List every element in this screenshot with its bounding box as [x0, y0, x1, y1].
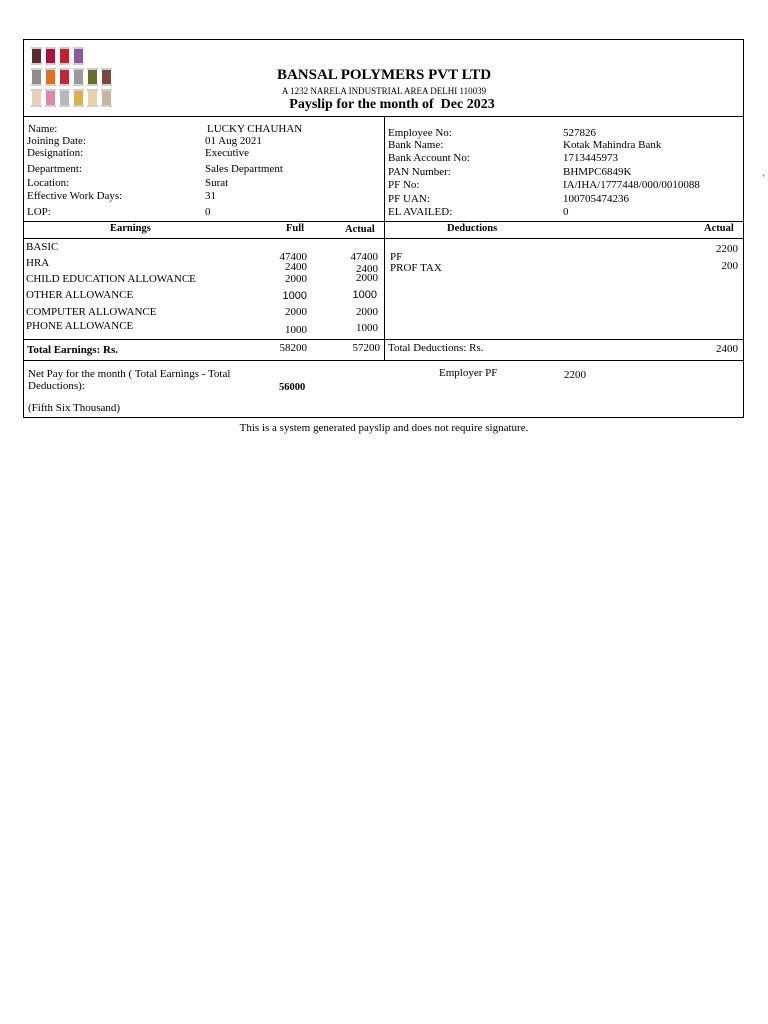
- info-label: PAN Number:: [388, 166, 451, 178]
- info-label: PF UAN:: [388, 193, 430, 205]
- net-pay-in-words: (Fifth Six Thousand): [28, 402, 121, 414]
- earnings-header: Earnings: [110, 223, 151, 234]
- actual-header: Actual: [345, 224, 375, 235]
- info-label: Department:: [27, 163, 82, 175]
- info-label: LOP:: [27, 206, 51, 218]
- total-earnings-label: Total Earnings: Rs.: [27, 344, 118, 356]
- info-label: Employee No:: [388, 127, 452, 139]
- info-label: PF No:: [388, 179, 420, 191]
- earning-full: 2400: [285, 261, 307, 273]
- earning-name: BASIC: [26, 241, 59, 253]
- info-label: Bank Name:: [388, 139, 444, 151]
- earning-full: 1000: [285, 324, 307, 336]
- info-label: Bank Account No:: [388, 152, 470, 164]
- deduction-name: PROF TAX: [390, 262, 442, 274]
- earning-name: CHILD EDUCATION ALLOWANCE: [26, 273, 196, 285]
- info-value: 527826: [563, 127, 596, 139]
- earning-full: 2000: [285, 306, 307, 318]
- deductions-header: Deductions: [447, 223, 498, 234]
- earning-name: COMPUTER ALLOWANCE: [26, 306, 157, 318]
- info-value: BHMPC6849K: [563, 166, 632, 178]
- info-value: IA/IHA/1777448/000/0010088: [563, 179, 700, 191]
- earning-name: PHONE ALLOWANCE: [26, 320, 134, 332]
- info-value: 1713445973: [563, 152, 618, 164]
- earning-full: 1000: [282, 290, 307, 302]
- info-label: Location:: [27, 177, 70, 189]
- earning-actual: 1000: [352, 289, 377, 301]
- info-value: 0: [563, 206, 569, 218]
- employer-pf-value: 2200: [564, 369, 586, 381]
- footer-note: This is a system generated payslip and does not require signature.: [239, 422, 529, 434]
- deduction-actual: 2200: [716, 243, 738, 255]
- info-value: Surat: [205, 177, 229, 189]
- info-label: Joining Date:: [27, 135, 86, 147]
- net-pay-label-line1: Net Pay for the month ( Total Earnings - Total: [28, 368, 231, 380]
- total-deductions-label: Total Deductions: Rs.: [388, 342, 484, 354]
- info-label: EL AVAILED:: [388, 206, 453, 218]
- earning-actual: 2000: [356, 272, 378, 284]
- full-header: Full: [286, 223, 305, 234]
- total-earnings-actual: 57200: [352, 342, 380, 354]
- info-value: Executive: [205, 147, 249, 159]
- center-divider: [384, 116, 385, 360]
- info-label: Effective Work Days:: [27, 190, 123, 202]
- payslip-title: Payslip for the month of Dec 2023: [289, 97, 495, 112]
- earning-actual: 1000: [356, 322, 378, 334]
- deduction-name: PF: [390, 251, 403, 263]
- earning-actual: 47400: [350, 251, 378, 263]
- earning-full: 2000: [285, 273, 307, 285]
- info-value: Sales Department: [205, 163, 283, 175]
- earning-actual: 2000: [356, 306, 378, 318]
- company-name: BANSAL POLYMERS PVT LTD: [276, 67, 492, 83]
- total-deductions-actual: 2400: [716, 343, 738, 355]
- net-pay-label-line2: Deductions):: [28, 380, 85, 392]
- stray-mark: ': [763, 173, 765, 183]
- deductions-actual-header: Actual: [704, 223, 734, 234]
- info-value: Kotak Mahindra Bank: [563, 139, 662, 151]
- earning-full: 47400: [279, 251, 307, 263]
- employer-pf-label: Employer PF: [439, 367, 498, 379]
- info-value: 31: [205, 190, 216, 202]
- info-label: Name:: [28, 123, 58, 135]
- info-value: 01 Aug 2021: [205, 135, 262, 147]
- earning-name: OTHER ALLOWANCE: [26, 289, 134, 301]
- earning-name: HRA: [26, 257, 50, 269]
- deduction-actual: 200: [721, 260, 738, 272]
- info-value: 0: [205, 206, 211, 218]
- earning-actual: 2400: [356, 263, 378, 275]
- net-pay-amount: 56000: [279, 382, 306, 393]
- company-address: A 1232 NARELA INDUSTRIAL AREA DELHI 110039: [281, 86, 487, 96]
- info-label: Designation:: [27, 147, 84, 159]
- totals-divider: [23, 360, 744, 361]
- total-earnings-full: 58200: [279, 342, 307, 354]
- info-value: 100705474236: [563, 193, 629, 205]
- info-value: LUCKY CHAUHAN: [207, 123, 303, 135]
